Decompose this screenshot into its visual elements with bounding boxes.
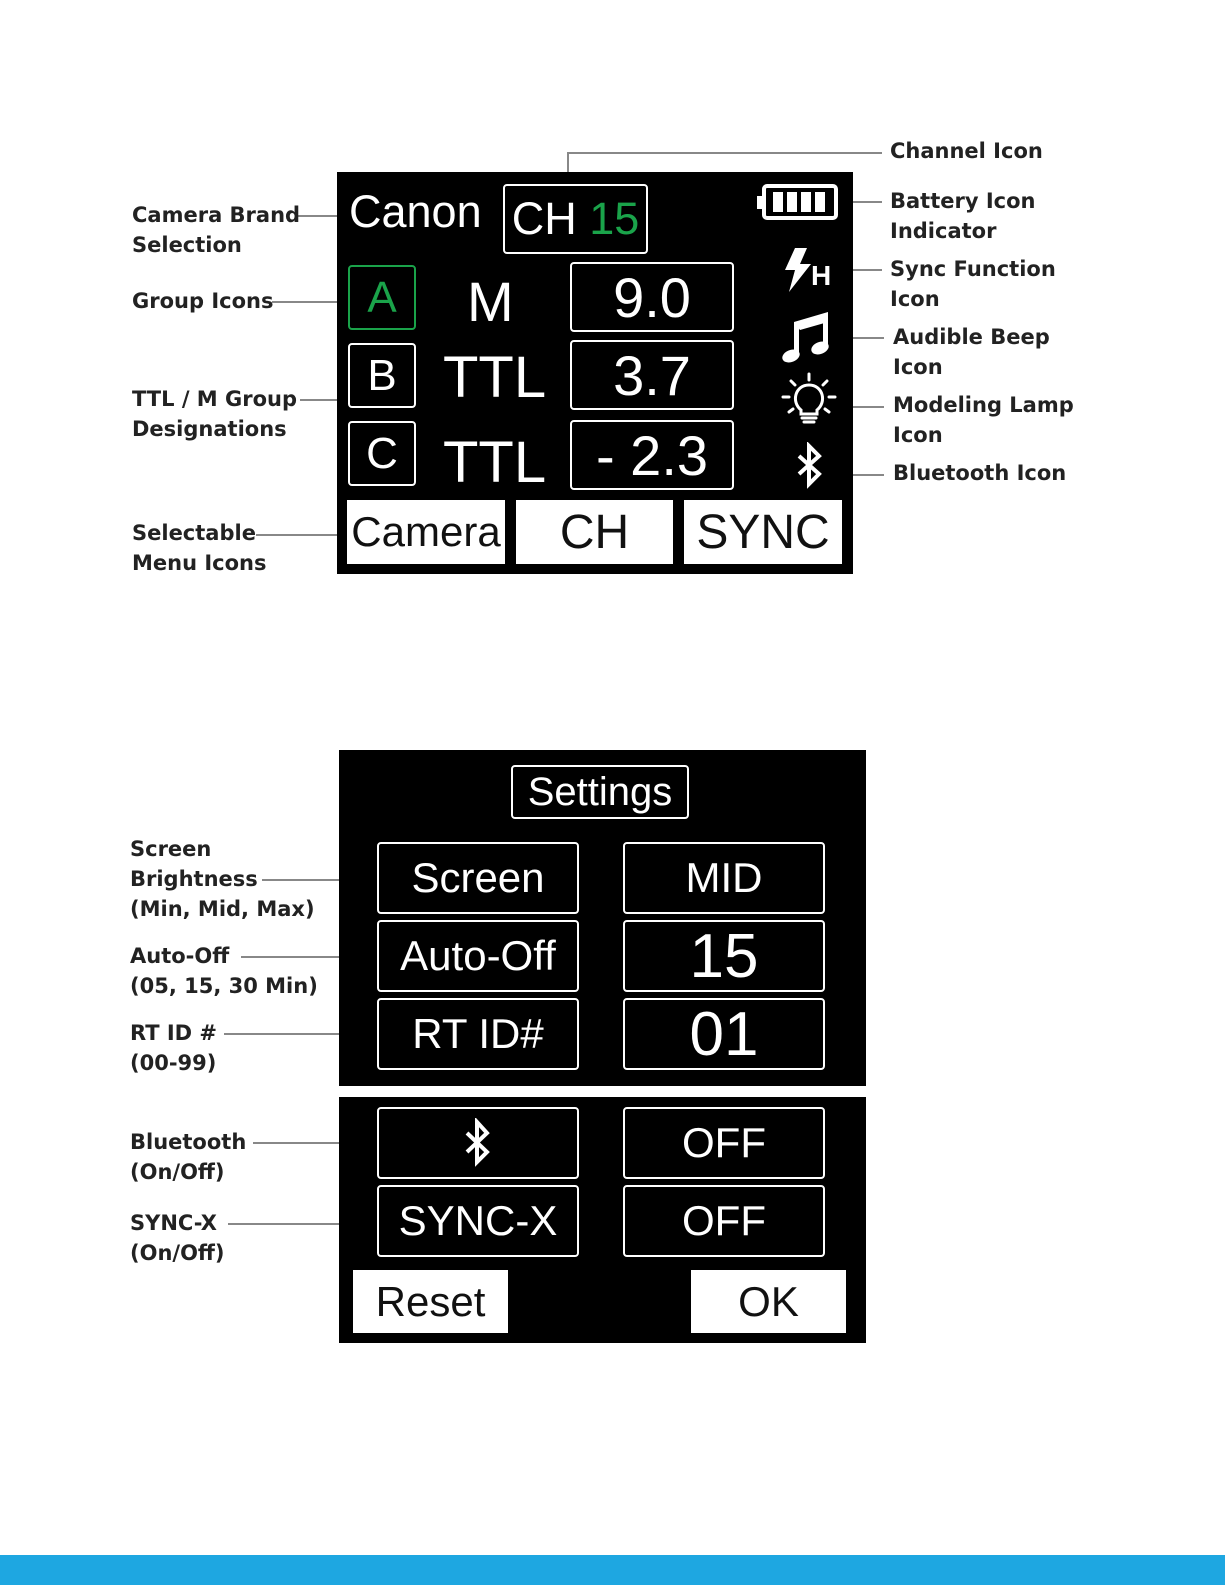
label-ttl-m: TTL / M Group Designations	[132, 387, 298, 441]
label-sync-x: SYNC-X (On/Off)	[130, 1211, 225, 1265]
camera-brand[interactable]: Canon	[349, 186, 482, 237]
label-modeling-lamp: Modeling Lamp Icon	[893, 393, 1074, 447]
settings-screen-top	[339, 750, 866, 1086]
sync-icon-letter: H	[811, 260, 832, 291]
auto-off-value[interactable]: 15	[623, 920, 825, 992]
channel-prefix: CH	[511, 193, 577, 244]
group-a-mode: M	[467, 270, 514, 333]
auto-off-label[interactable]: Auto-Off	[377, 920, 579, 992]
screen-brightness-label[interactable]: Screen	[377, 842, 579, 914]
bluetooth-toggle-label[interactable]	[377, 1107, 579, 1179]
bluetooth-icon	[463, 1118, 493, 1168]
group-a-icon[interactable]: A	[348, 265, 416, 330]
bluetooth-icon	[795, 442, 825, 490]
sync-x-label[interactable]: SYNC-X	[377, 1185, 579, 1257]
menu-ch-button[interactable]: CH	[516, 500, 673, 564]
label-battery: Battery Icon Indicator	[890, 189, 1036, 243]
sync-x-value[interactable]: OFF	[623, 1185, 825, 1257]
settings-screen-bottom	[339, 1097, 866, 1343]
menu-sync-button[interactable]: SYNC	[684, 500, 842, 564]
label-beep: Audible Beep Icon	[893, 325, 1050, 379]
bluetooth-toggle-value[interactable]: OFF	[623, 1107, 825, 1179]
rt-id-value[interactable]: 01	[623, 998, 825, 1070]
group-a-value[interactable]: 9.0	[570, 262, 734, 332]
bottom-accent-bar	[0, 1555, 1225, 1585]
label-screen-brightness: Screen Brightness (Min, Mid, Max)	[130, 837, 315, 921]
channel-number: 15	[589, 193, 640, 244]
menu-camera-button[interactable]: Camera	[347, 500, 505, 564]
group-c-icon[interactable]: C	[348, 421, 416, 486]
label-camera-brand: Camera Brand Selection	[132, 203, 301, 257]
main-screen	[337, 172, 853, 574]
label-auto-off: Auto-Off (05, 15, 30 Min)	[130, 944, 318, 998]
group-c-mode: TTL	[443, 430, 547, 495]
music-note-icon	[780, 308, 834, 364]
rt-id-label[interactable]: RT ID#	[377, 998, 579, 1070]
group-b-value[interactable]: 3.7	[570, 340, 734, 410]
label-group-icons: Group Icons	[132, 289, 274, 313]
label-bluetooth-setting: Bluetooth (On/Off)	[130, 1130, 247, 1184]
channel-box[interactable]	[503, 184, 648, 254]
label-bluetooth: Bluetooth Icon	[893, 461, 1067, 485]
battery-icon	[755, 182, 841, 222]
label-sync-function: Sync Function Icon	[890, 257, 1056, 311]
label-channel: Channel Icon	[890, 139, 1043, 163]
screen-brightness-value[interactable]: MID	[623, 842, 825, 914]
sync-high-speed-icon	[781, 246, 841, 296]
settings-title: Settings	[511, 765, 689, 819]
label-rt-id: RT ID # (00-99)	[130, 1021, 218, 1075]
ok-button[interactable]: OK	[691, 1270, 846, 1333]
label-menu-icons: Selectable Menu Icons	[132, 521, 267, 575]
group-b-icon[interactable]: B	[348, 343, 416, 408]
lightbulb-icon	[781, 372, 837, 428]
group-c-value[interactable]: - 2.3	[570, 420, 734, 490]
group-b-mode: TTL	[443, 345, 547, 410]
reset-button[interactable]: Reset	[353, 1270, 508, 1333]
